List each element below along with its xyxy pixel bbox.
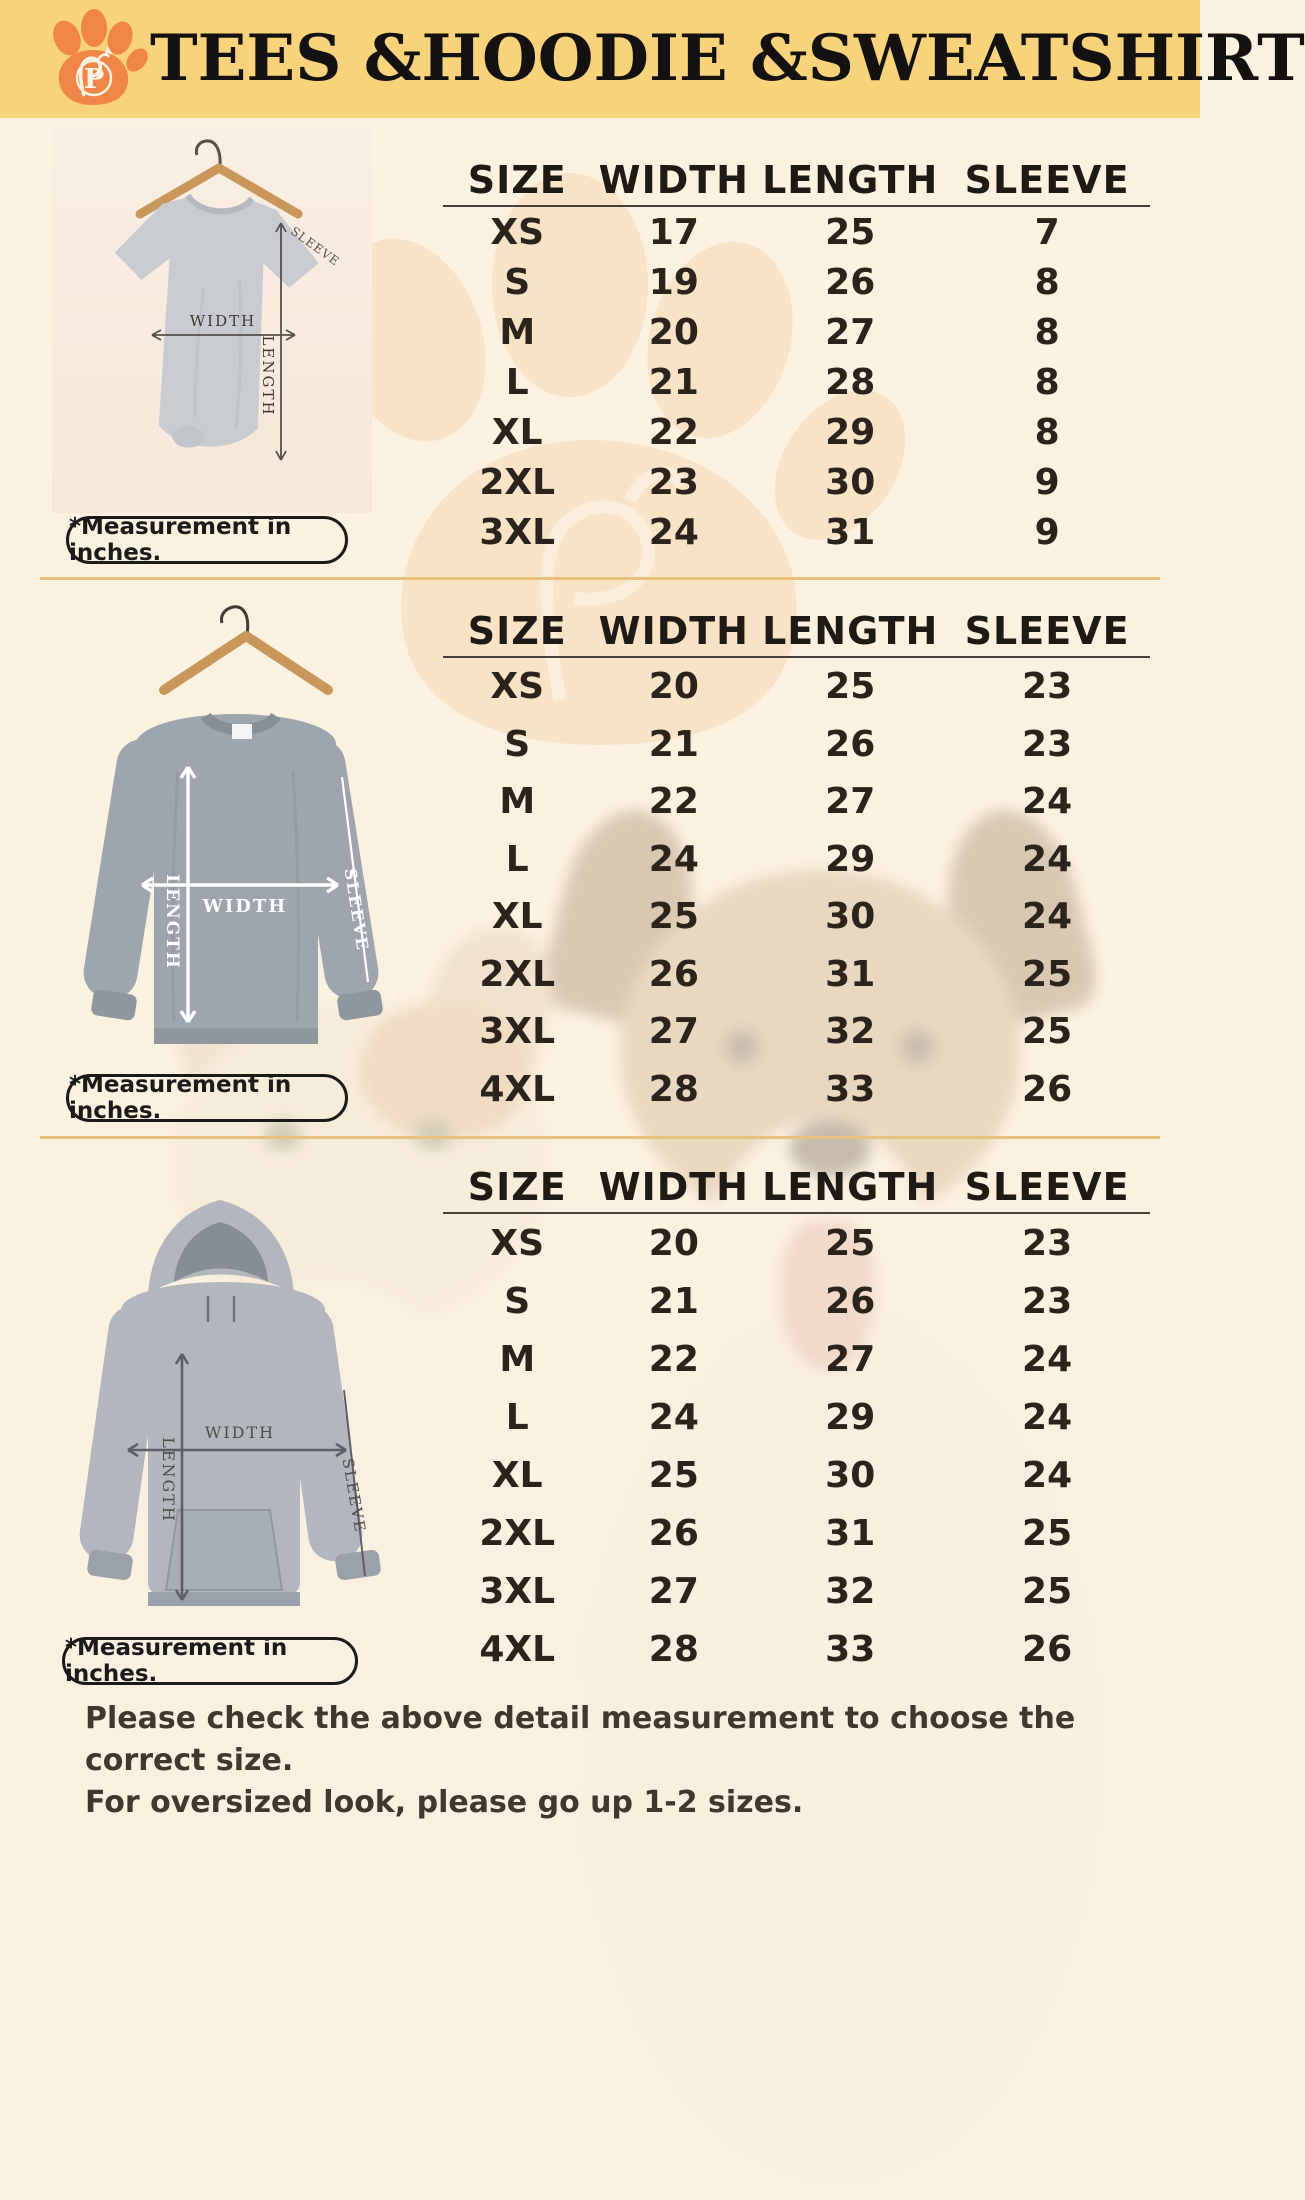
tee-width-label: WIDTH: [189, 312, 257, 330]
sleeve-cell: 8: [1034, 411, 1060, 453]
table-header-row: [443, 606, 1150, 658]
width-cell: 26: [648, 1512, 699, 1554]
width-cell: 28: [648, 1068, 699, 1110]
section-divider: [40, 1136, 1160, 1139]
column-header-length: LENGTH: [762, 609, 939, 653]
column-header-sleeve: SLEEVE: [964, 609, 1130, 653]
size-row-3xl: [443, 1003, 1150, 1061]
section-divider: [40, 577, 1160, 580]
sweatshirt-sleeve-label: SLEEVE: [340, 866, 373, 953]
hoodie-sleeve-label: SLEEVE: [338, 1456, 370, 1535]
size-row-m: [443, 773, 1150, 831]
sleeve-cell: 24: [1022, 1454, 1073, 1496]
size-row-xs: [443, 207, 1150, 257]
size-row-m: [443, 1330, 1150, 1388]
sleeve-cell: 23: [1022, 723, 1073, 765]
length-cell: 26: [825, 723, 876, 765]
sleeve-cell: 24: [1022, 781, 1073, 823]
column-header-size: SIZE: [467, 1165, 567, 1209]
measurement-note-pill: [62, 1637, 358, 1685]
length-cell: 27: [825, 311, 876, 353]
column-header-size: SIZE: [467, 158, 567, 202]
sweatshirt-size-table: [443, 606, 1150, 1118]
column-header-width: WIDTH: [598, 609, 749, 653]
length-cell: 28: [825, 361, 876, 403]
size-cell: L: [505, 838, 529, 880]
footer-line-2: For oversized look, please go up 1-2 sizes.: [85, 1785, 804, 1820]
width-cell: 17: [648, 211, 699, 253]
width-cell: 20: [648, 311, 699, 353]
sleeve-cell: 24: [1022, 1338, 1073, 1380]
size-cell: XS: [490, 1222, 545, 1264]
column-header-length: LENGTH: [762, 158, 939, 202]
sleeve-cell: 26: [1022, 1628, 1073, 1670]
size-row-3xl: [443, 1562, 1150, 1620]
length-cell: 33: [825, 1628, 876, 1670]
sleeve-cell: 8: [1034, 261, 1060, 303]
size-row-l: [443, 1388, 1150, 1446]
width-cell: 24: [648, 1396, 699, 1438]
width-cell: 21: [648, 1280, 699, 1322]
width-cell: 19: [648, 261, 699, 303]
size-row-s: [443, 257, 1150, 307]
size-row-m: [443, 307, 1150, 357]
sleeve-cell: 25: [1022, 1570, 1073, 1612]
table-body: [443, 207, 1150, 557]
length-cell: 27: [825, 1338, 876, 1380]
length-cell: 29: [825, 1396, 876, 1438]
size-row-xl: [443, 1446, 1150, 1504]
sleeve-cell: 7: [1034, 211, 1060, 253]
length-cell: 30: [825, 461, 876, 503]
sleeve-cell: 25: [1022, 1011, 1073, 1053]
size-row-s: [443, 716, 1150, 774]
width-cell: 23: [648, 461, 699, 503]
width-cell: 26: [648, 953, 699, 995]
tees-size-table: [443, 155, 1150, 557]
width-cell: 21: [648, 361, 699, 403]
width-cell: 20: [648, 666, 699, 708]
size-row-2xl: [443, 1504, 1150, 1562]
measurement-note-pill: [66, 1074, 348, 1122]
footer-note: [85, 1698, 1165, 1824]
hoodie-width-label: WIDTH: [204, 1423, 276, 1442]
column-header-sleeve: SLEEVE: [964, 1165, 1130, 1209]
logo-letter: P: [83, 64, 105, 95]
sleeve-cell: 23: [1022, 1222, 1073, 1264]
measurement-note: *Measurement in inches.: [65, 1635, 288, 1687]
width-cell: 22: [648, 411, 699, 453]
width-cell: 22: [648, 781, 699, 823]
size-cell: 4XL: [479, 1068, 556, 1110]
tee-sleeve-label: SLEEVE: [287, 223, 343, 269]
hoodie-photo: [48, 1148, 393, 1628]
size-cell: 3XL: [479, 1011, 556, 1053]
size-cell: L: [505, 361, 529, 403]
sweatshirt-width-label: WIDTH: [202, 896, 288, 917]
sweatshirt-image: [80, 714, 384, 1044]
table-header-row: [443, 155, 1150, 207]
size-cell: M: [499, 311, 536, 353]
column-header-length: LENGTH: [762, 1165, 939, 1209]
size-cell: S: [504, 261, 531, 303]
size-cell: S: [504, 1280, 531, 1322]
size-cell: 2XL: [479, 953, 556, 995]
length-cell: 26: [825, 1280, 876, 1322]
sleeve-cell: 9: [1034, 511, 1060, 553]
sleeve-cell: 25: [1022, 1512, 1073, 1554]
sleeve-cell: 24: [1022, 1396, 1073, 1438]
length-cell: 29: [825, 838, 876, 880]
table-body: [443, 658, 1150, 1118]
width-cell: 27: [648, 1011, 699, 1053]
table-body: [443, 1214, 1150, 1678]
length-cell: 25: [825, 211, 876, 253]
size-row-l: [443, 357, 1150, 407]
column-header-width: WIDTH: [598, 1165, 749, 1209]
size-row-l: [443, 831, 1150, 889]
size-cell: XL: [491, 896, 543, 938]
length-cell: 32: [825, 1011, 876, 1053]
size-row-xs: [443, 1214, 1150, 1272]
sleeve-cell: 24: [1022, 896, 1073, 938]
size-cell: S: [504, 723, 531, 765]
width-cell: 21: [648, 723, 699, 765]
length-cell: 31: [825, 953, 876, 995]
size-row-xs: [443, 658, 1150, 716]
hanger: [140, 141, 298, 214]
tee-length-label: LENGTH: [259, 335, 277, 417]
width-cell: 27: [648, 1570, 699, 1612]
length-cell: 31: [825, 511, 876, 553]
size-cell: 2XL: [479, 461, 556, 503]
page-title: TEES &HOODIE &SWEATSHIRT: [150, 21, 1305, 96]
hoodie-image: [76, 1200, 381, 1606]
footer-line-1: Please check the above detail measurement to choose the correct size.: [85, 1701, 1076, 1778]
length-cell: 26: [825, 261, 876, 303]
sweatshirt-length-label: LENGTH: [162, 874, 182, 970]
size-row-2xl: [443, 946, 1150, 1004]
table-header-row: [443, 1162, 1150, 1214]
size-cell: 3XL: [479, 511, 556, 553]
sweatshirt-photo: [48, 592, 393, 1072]
header-banner: [0, 0, 1305, 118]
size-row-xl: [443, 407, 1150, 457]
length-cell: 25: [825, 1222, 876, 1264]
width-cell: 28: [648, 1628, 699, 1670]
size-cell: 4XL: [479, 1628, 556, 1670]
width-cell: 22: [648, 1338, 699, 1380]
sleeve-cell: 24: [1022, 838, 1073, 880]
size-cell: 3XL: [479, 1570, 556, 1612]
hoodie-length-label: LENGTH: [159, 1437, 178, 1523]
column-header-width: WIDTH: [598, 158, 749, 202]
size-cell: XL: [491, 1454, 543, 1496]
size-row-s: [443, 1272, 1150, 1330]
measurement-note: *Measurement in inches.: [69, 1072, 292, 1124]
length-cell: 32: [825, 1570, 876, 1612]
length-cell: 33: [825, 1068, 876, 1110]
size-cell: XL: [491, 411, 543, 453]
hanger: [164, 607, 328, 690]
size-row-4xl: [443, 1620, 1150, 1678]
sleeve-cell: 23: [1022, 1280, 1073, 1322]
length-cell: 30: [825, 896, 876, 938]
size-cell: XS: [490, 666, 545, 708]
length-cell: 27: [825, 781, 876, 823]
size-row-3xl: [443, 507, 1150, 557]
sleeve-cell: 8: [1034, 311, 1060, 353]
sleeve-cell: 25: [1022, 953, 1073, 995]
measurement-note: *Measurement in inches.: [69, 514, 292, 566]
sleeve-cell: 8: [1034, 361, 1060, 403]
size-row-xl: [443, 888, 1150, 946]
length-cell: 31: [825, 1512, 876, 1554]
width-cell: 25: [648, 896, 699, 938]
size-cell: 2XL: [479, 1512, 556, 1554]
sleeve-cell: 23: [1022, 666, 1073, 708]
length-cell: 30: [825, 1454, 876, 1496]
measurement-note-pill: [66, 516, 348, 564]
size-cell: M: [499, 781, 536, 823]
size-cell: L: [505, 1396, 529, 1438]
width-cell: 20: [648, 1222, 699, 1264]
brand-logo: [40, 8, 150, 112]
size-cell: M: [499, 1338, 536, 1380]
size-row-4xl: [443, 1061, 1150, 1119]
hoodie-size-table: [443, 1162, 1150, 1678]
size-row-2xl: [443, 457, 1150, 507]
width-cell: 24: [648, 838, 699, 880]
length-cell: 25: [825, 666, 876, 708]
sleeve-cell: 9: [1034, 461, 1060, 503]
width-cell: 25: [648, 1454, 699, 1496]
size-cell: XS: [490, 211, 545, 253]
length-cell: 29: [825, 411, 876, 453]
sleeve-cell: 26: [1022, 1068, 1073, 1110]
width-cell: 24: [648, 511, 699, 553]
column-header-size: SIZE: [467, 609, 567, 653]
column-header-sleeve: SLEEVE: [964, 158, 1130, 202]
tees-photo: [52, 128, 372, 513]
